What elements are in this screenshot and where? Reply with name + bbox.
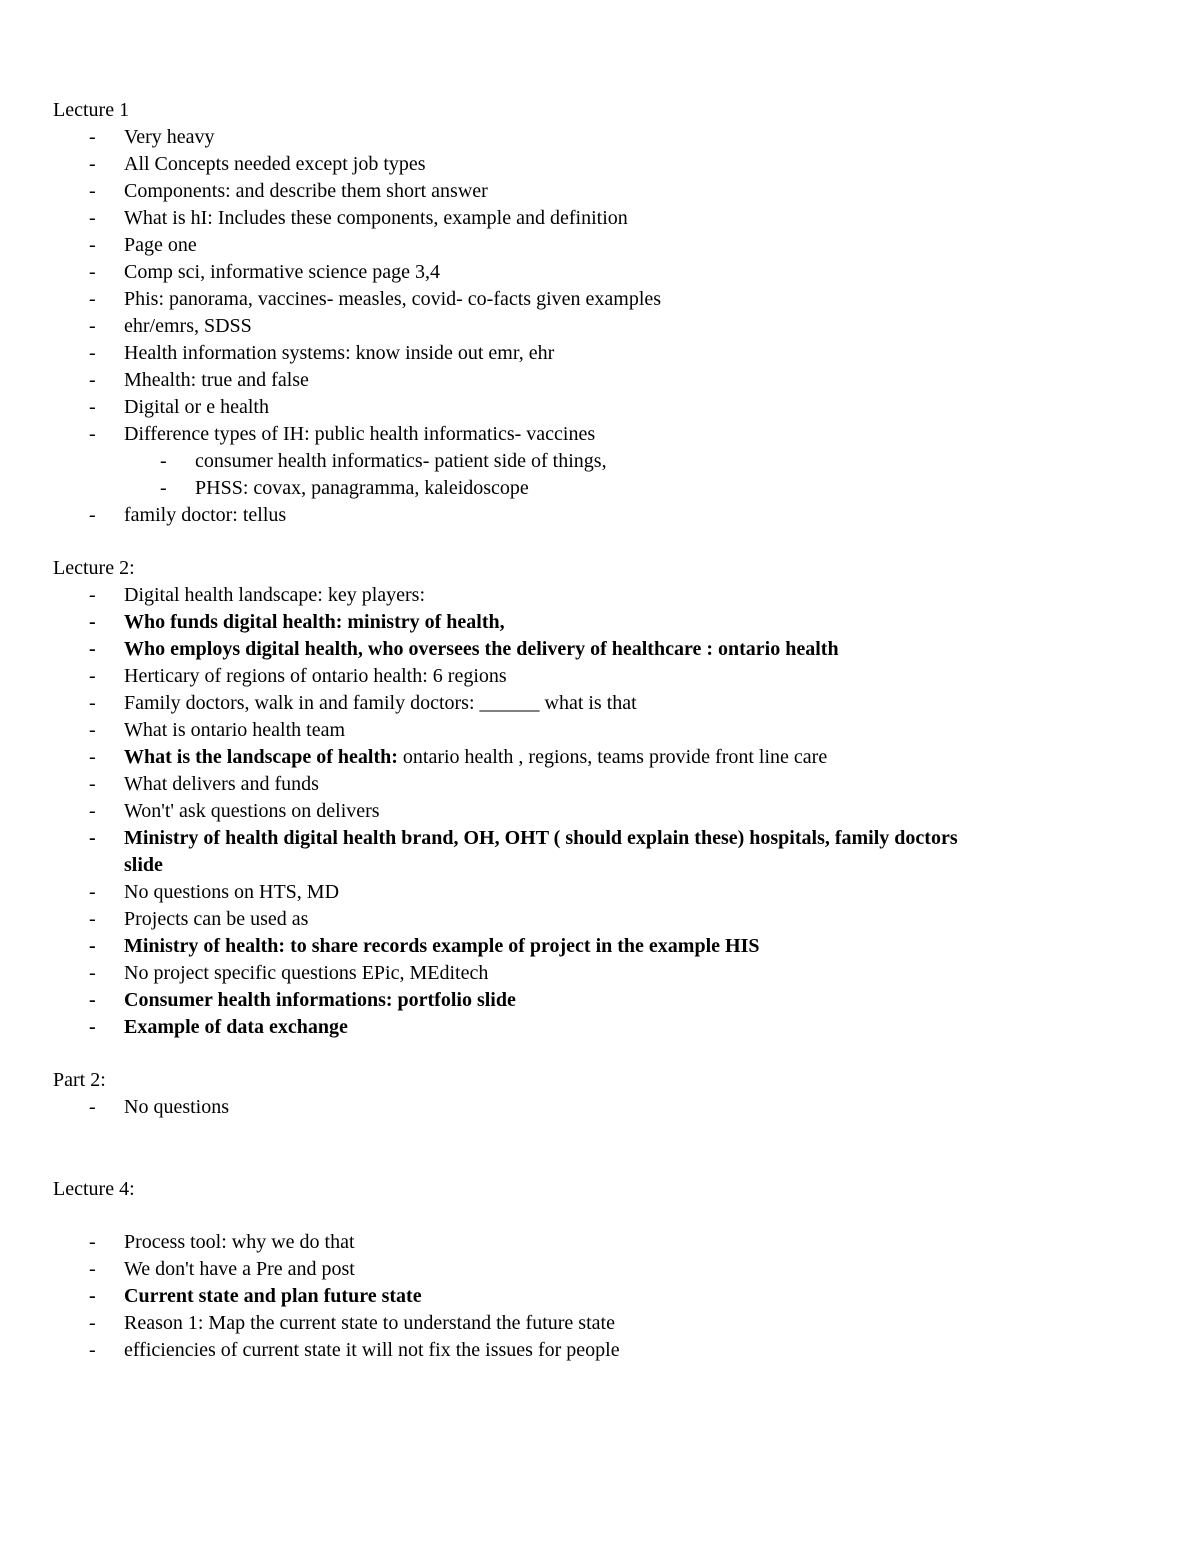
sub-list-item: - consumer health informatics- patient side of things, bbox=[160, 450, 607, 472]
list-item: - Digital or e health bbox=[89, 396, 269, 418]
list-item: - Ministry of health: to share records example of project in the example HIS bbox=[89, 935, 760, 957]
sub-list-item: - PHSS: covax, panagramma, kaleidoscope bbox=[160, 477, 529, 499]
list-item: - Won't' ask questions on delivers bbox=[89, 800, 380, 822]
list-item: - Page one bbox=[89, 234, 197, 256]
list-item: - No questions bbox=[89, 1096, 229, 1118]
list-item: - Consumer health informations: portfolio slide bbox=[89, 989, 516, 1011]
list-item: - Reason 1: Map the current state to understand the future state bbox=[89, 1312, 615, 1334]
list-item: - Process tool: why we do that bbox=[89, 1231, 355, 1253]
list-item: - What is hI: Includes these components, example and definition bbox=[89, 207, 628, 229]
list-item: - Family doctors, walk in and family doctors: ______ what is that bbox=[89, 692, 637, 714]
list-item: - Digital health landscape: key players: bbox=[89, 584, 426, 606]
list-item: - No project specific questions EPic, MEditech bbox=[89, 962, 489, 984]
document-page bbox=[53, 97, 1153, 1364]
list-item: - Example of data exchange bbox=[89, 1016, 348, 1038]
list-item: - Who funds digital health: ministry of health, bbox=[89, 611, 505, 633]
list-item: - Herticary of regions of ontario health: 6 regions bbox=[89, 665, 507, 687]
list-item: - No questions on HTS, MD bbox=[89, 881, 340, 903]
list-item: - Projects can be used as bbox=[89, 908, 309, 930]
list-item: - Phis: panorama, vaccines- measles, covid- co-facts given examples bbox=[89, 288, 662, 310]
list-item: - efficiencies of current state it will not fix the issues for people bbox=[89, 1339, 620, 1361]
list-item: - ehr/emrs, SDSS bbox=[89, 315, 252, 337]
section-heading-lecture-2: Lecture 2: bbox=[53, 557, 135, 579]
list-item: - We don't have a Pre and post bbox=[89, 1258, 355, 1280]
list-item: - All Concepts needed except job types bbox=[89, 153, 426, 175]
list-item: - family doctor: tellus bbox=[89, 504, 287, 526]
list-item: - Mhealth: true and false bbox=[89, 369, 309, 391]
section-heading-lecture-4: Lecture 4: bbox=[53, 1178, 135, 1200]
list-item: - Very heavy bbox=[89, 126, 215, 148]
list-item: - What delivers and funds bbox=[89, 773, 319, 795]
list-item: - Components: and describe them short answer bbox=[89, 180, 488, 202]
list-item: - What is the landscape of health: ontario health , regions, teams provide front line care bbox=[89, 746, 828, 768]
section-heading-part-2: Part 2: bbox=[53, 1069, 106, 1091]
list-item: - Current state and plan future state bbox=[89, 1285, 422, 1307]
list-item: - Health information systems: know inside out emr, ehr bbox=[89, 342, 555, 364]
list-item: - Comp sci, informative science page 3,4 bbox=[89, 261, 441, 283]
list-item: - Ministry of health digital health brand, OH, OHT ( should explain these) hospitals, family doctors slide bbox=[89, 827, 958, 876]
list-item: - What is ontario health team bbox=[89, 719, 346, 741]
section-heading-lecture-1: Lecture 1 bbox=[53, 99, 130, 121]
list-item: - Difference types of IH: public health informatics- vaccines bbox=[89, 423, 596, 445]
list-item: - Who employs digital health, who oversees the delivery of healthcare : ontario health bbox=[89, 638, 839, 660]
